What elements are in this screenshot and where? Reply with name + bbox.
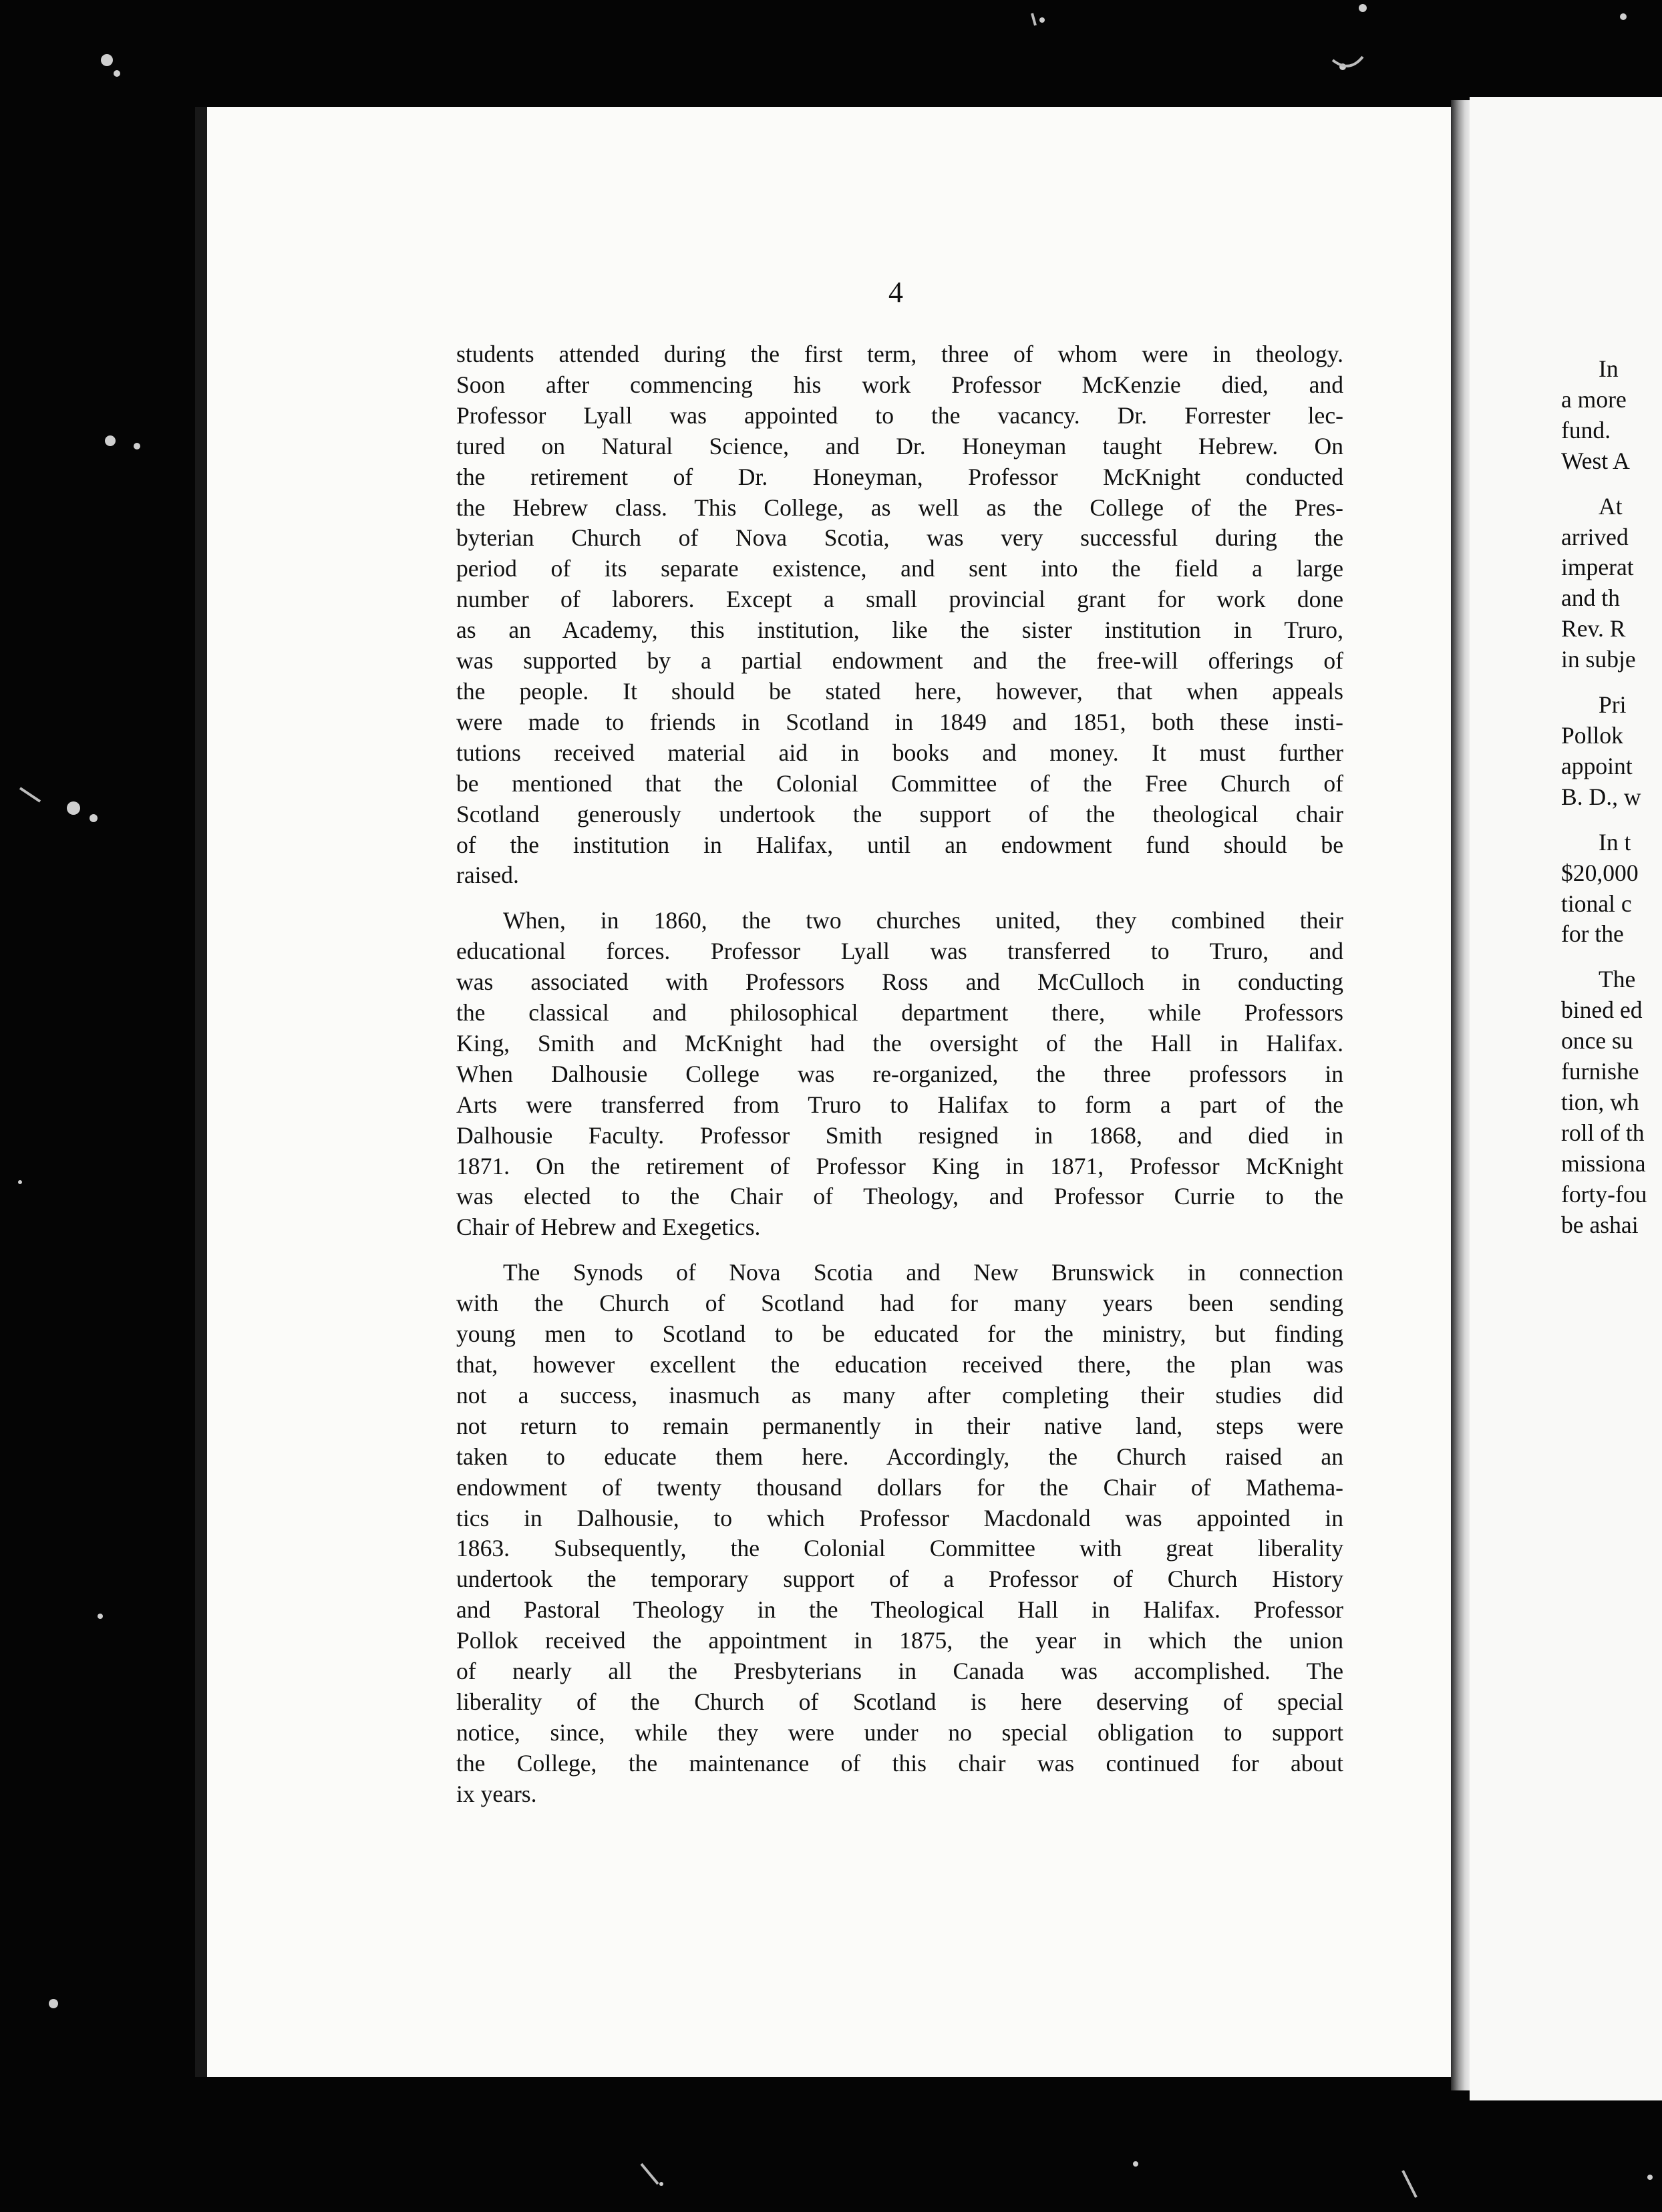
facing-page-text — [1561, 354, 1662, 1240]
text-line: was supported by a partial endowment and the free-will offerings of — [456, 647, 1343, 675]
text-line: the retirement of Dr. Honeyman, Professor McKnight conducted — [456, 463, 1343, 490]
text-line: number of laborers. Except a small provincial grant for work done — [456, 586, 1343, 613]
facing-text-line: appoint — [1561, 752, 1633, 779]
facing-text-line: and th — [1561, 584, 1620, 612]
text-line: The Synods of Nova Scotia and New Brunswick in connection — [503, 1259, 1343, 1286]
text-line: was elected to the Chair of Theology, and Professor Currie to the — [456, 1183, 1343, 1210]
text-line: 1863. Subsequently, the Colonial Committee with great liberality — [456, 1535, 1343, 1562]
text-line: as an Academy, this institution, like the sister institution in Truro, — [456, 616, 1343, 644]
text-line: Arts were transferred from Truro to Halifax to form a part of the — [456, 1091, 1343, 1118]
facing-text-line: in subje — [1561, 646, 1636, 673]
text-line: period of its separate existence, and sent into the field a large — [456, 555, 1343, 582]
facing-text-line: Pollok — [1561, 721, 1623, 749]
text-line: Chair of Hebrew and Exegetics. — [456, 1214, 761, 1241]
text-line: Scotland generously undertook the support of the theological chair — [456, 800, 1343, 827]
text-line: taken to educate them here. Accordingly, the Church raised an — [456, 1443, 1343, 1470]
text-line: of nearly all the Presbyterians in Canada was accomplished. The — [456, 1658, 1343, 1685]
text-line: liberality of the Church of Scotland is here deserving of special — [456, 1688, 1343, 1715]
text-line: be mentioned that the Colonial Committee of the Free Church of — [456, 769, 1343, 797]
facing-text-line: be ashai — [1561, 1211, 1639, 1238]
text-line: undertook the temporary support of a Professor of Church History — [456, 1565, 1343, 1593]
facing-text-line: furnishe — [1561, 1058, 1639, 1085]
facing-text-line: once su — [1561, 1027, 1633, 1055]
facing-text-line: tion, wh — [1561, 1088, 1639, 1115]
paragraph — [456, 906, 1343, 1243]
text-line: young men to Scotland to be educated for the ministry, but finding — [456, 1320, 1343, 1348]
text-line: notice, since, while they were under no special obligation to support — [456, 1718, 1343, 1746]
facing-text-line: missiona — [1561, 1149, 1646, 1177]
facing-text-line: The — [1599, 966, 1636, 993]
text-line: students attended during the first term, three of whom were in theology. — [456, 341, 1343, 367]
facing-text-line: imperat — [1561, 554, 1634, 581]
paragraph — [456, 1258, 1343, 1809]
paragraph — [456, 339, 1343, 891]
facing-text-line: $20,000 — [1561, 859, 1639, 886]
text-line: raised. — [456, 862, 519, 889]
text-line: and Pastoral Theology in the Theological Hall in Halifax. Professor — [456, 1596, 1343, 1624]
text-line: 1871. On the retirement of Professor King in 1871, Professor McKnight — [456, 1152, 1343, 1179]
text-line: byterian Church of Nova Scotia, was very successful during the — [456, 524, 1343, 552]
facing-text-line: Rev. R — [1561, 615, 1626, 642]
text-line: When Dalhousie College was re-organized, the three professors in — [456, 1060, 1343, 1087]
text-line: the people. It should be stated here, however, that when appeals — [456, 677, 1343, 705]
text-line: endowment of twenty thousand dollars for the Chair of Mathema- — [456, 1473, 1343, 1501]
text-line: tutions received material aid in books and money. It must further — [456, 739, 1343, 766]
body-text — [456, 339, 1343, 1810]
facing-text-line: In — [1599, 355, 1619, 382]
text-line: the classical and philosophical department there, while Professors — [456, 999, 1343, 1027]
text-line: that, however excellent the education received there, the plan was — [456, 1351, 1343, 1378]
text-line: educational forces. Professor Lyall was transferred to Truro, and — [456, 938, 1343, 965]
facing-text-line: roll of th — [1561, 1119, 1645, 1146]
facing-text-line: In t — [1599, 828, 1631, 856]
text-line: was associated with Professors Ross and McCulloch in conducting — [456, 968, 1343, 996]
text-line: tured on Natural Science, and Dr. Honeyman taught Hebrew. On — [456, 432, 1343, 459]
text-line: Professor Lyall was appointed to the vacancy. Dr. Forrester lec- — [456, 401, 1343, 429]
facing-text-line: arrived — [1561, 523, 1629, 550]
facing-text-line: West A — [1561, 447, 1630, 474]
facing-text-line: bined ed — [1561, 996, 1643, 1024]
text-line: ix years. — [456, 1780, 537, 1807]
text-line: King, Smith and McKnight had the oversight of the Hall in Halifax. — [456, 1029, 1343, 1057]
text-line: Pollok received the appointment in 1875, the year in which the union — [456, 1627, 1343, 1654]
facing-text-line: Pri — [1599, 691, 1627, 719]
facing-text-line: At — [1599, 492, 1623, 520]
text-line: with the Church of Scotland had for many years been sending — [456, 1290, 1343, 1317]
text-line: not a success, inasmuch as many after completing their studies did — [456, 1381, 1343, 1409]
facing-text-line: a more — [1561, 385, 1627, 413]
text-line: Soon after commencing his work Professor McKenzie died, and — [456, 371, 1343, 398]
facing-text-line: forty-fou — [1561, 1180, 1647, 1208]
page-fold — [1451, 100, 1471, 2090]
text-line: of the institution in Halifax, until an endowment fund should be — [456, 831, 1343, 858]
page-number: 4 — [888, 276, 903, 309]
text-line: not return to remain permanently in their native land, steps were — [456, 1412, 1343, 1439]
facing-text-line: tional c — [1561, 890, 1632, 917]
text-line: tics in Dalhousie, to which Professor Macdonald was appointed in — [456, 1504, 1343, 1531]
text-line: When, in 1860, the two churches united, they combined their — [503, 907, 1343, 934]
text-line: Dalhousie Faculty. Professor Smith resigned in 1868, and died in — [456, 1121, 1343, 1149]
facing-text-line: fund. — [1561, 416, 1611, 443]
text-line: the College, the maintenance of this chair was continued for about — [456, 1749, 1343, 1777]
facing-text-line: B. D., w — [1561, 783, 1641, 810]
facing-text-line: for the — [1561, 920, 1624, 948]
text-line: the Hebrew class. This College, as well as the College of the Pres- — [456, 494, 1343, 521]
text-line: were made to friends in Scotland in 1849 and 1851, both these insti- — [456, 708, 1343, 735]
